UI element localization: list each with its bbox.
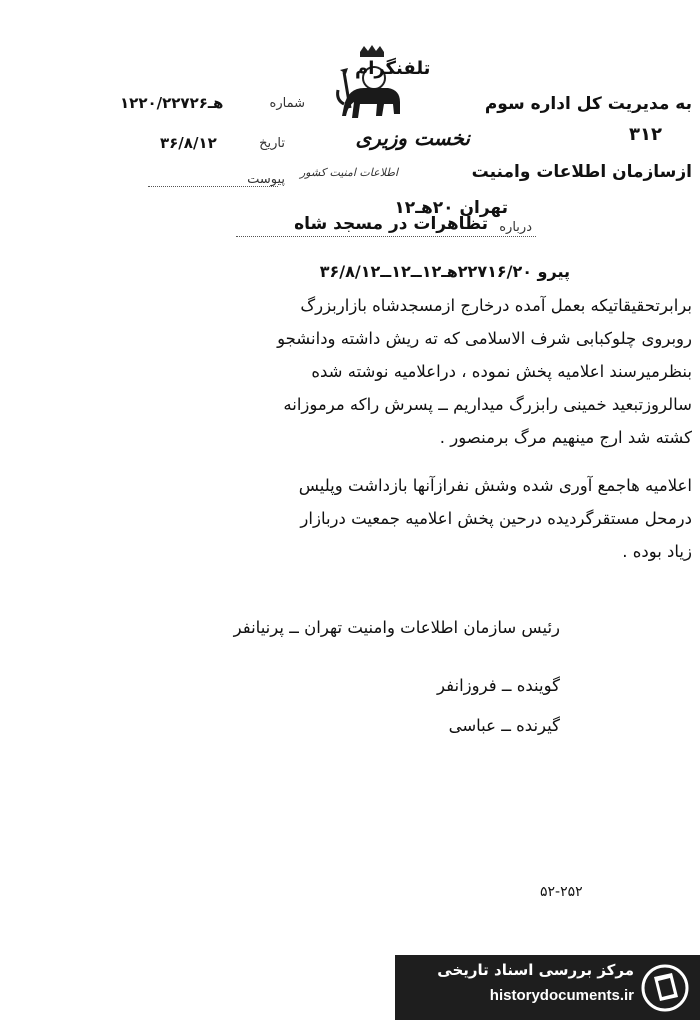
body-line: بنظرمیرسند اعلامیه پخش نموده ، دراعلامیه نوشته شده — [311, 362, 692, 381]
date-value: ۳۶/۸/۱۲ — [160, 134, 217, 152]
page-code: ۵۲-۲۵۲ — [540, 884, 583, 900]
date-label: تاریخ — [259, 136, 285, 151]
lion-and-sun-emblem-icon — [330, 44, 410, 128]
body-line: زیاد بوده . — [622, 542, 692, 561]
body-line: برابرتحقیقاتیکه بعمل آمده درخارج ازمسجدشاه بازاربزرگ — [300, 296, 692, 315]
reference-line: پیرو ۲۲۷۱۶/۲۰هـ۱۲ــ۱۲ــ۳۶/۸/۱۲ — [319, 262, 570, 281]
document-code: ۳۱۲ — [629, 124, 662, 145]
speaker-line: گوینده ــ فروزانفر — [437, 676, 560, 695]
sender-line: ازسازمان اطلاعات وامنیت — [471, 162, 692, 182]
telegram-header: تلفنگرام — [355, 58, 431, 79]
receiver-line: گیرنده ــ عباسی — [448, 716, 560, 735]
recipient-line: به مدیریت کل اداره سوم — [484, 94, 692, 114]
body-line: اعلامیه هاجمع آوری شده وشش نفرازآنها بازداشت وپلیس — [298, 476, 692, 495]
footer-band — [395, 955, 700, 1020]
ministry-signature: نخست وزیری — [355, 126, 470, 150]
number-label: شماره — [269, 96, 305, 111]
number-value: ۱۲هـ۲۰/۲۲۷۲۶ — [120, 94, 224, 112]
body-line: سالروزتبعید خمینی رابزرگ میداریم ــ پسرش راکه مرموزانه — [283, 395, 692, 414]
subject-text: تظاهرات در مسجد شاه — [294, 214, 488, 234]
attachment-label: پیوست — [247, 172, 285, 187]
subject-label: درباره — [499, 220, 532, 235]
body-line: روبروی چلوکبابی شرف الاسلامی که ته ریش داشته ودانشجو — [277, 329, 692, 348]
sender-stamp: اطلاعات امنیت کشور — [300, 166, 399, 179]
footer-org-name: مرکز بررسی اسناد تاریخی — [437, 961, 634, 979]
city-line: تهران ۲۰هـ۱۲ — [394, 198, 508, 218]
body-line: درمحل مستقرگردیده درحین پخش اعلامیه جمعیت دربازار — [300, 509, 692, 528]
attachment-field — [148, 186, 278, 187]
signature-line: رئیس سازمان اطلاعات وامنیت تهران ــ پرنیانفر — [233, 618, 560, 637]
archive-logo-icon — [640, 963, 690, 1013]
footer-website: historydocuments.ir — [489, 987, 634, 1004]
subject-underline — [236, 236, 536, 237]
body-line: کشته شد ارج مینهیم مرگ برمنصور . — [439, 428, 692, 447]
